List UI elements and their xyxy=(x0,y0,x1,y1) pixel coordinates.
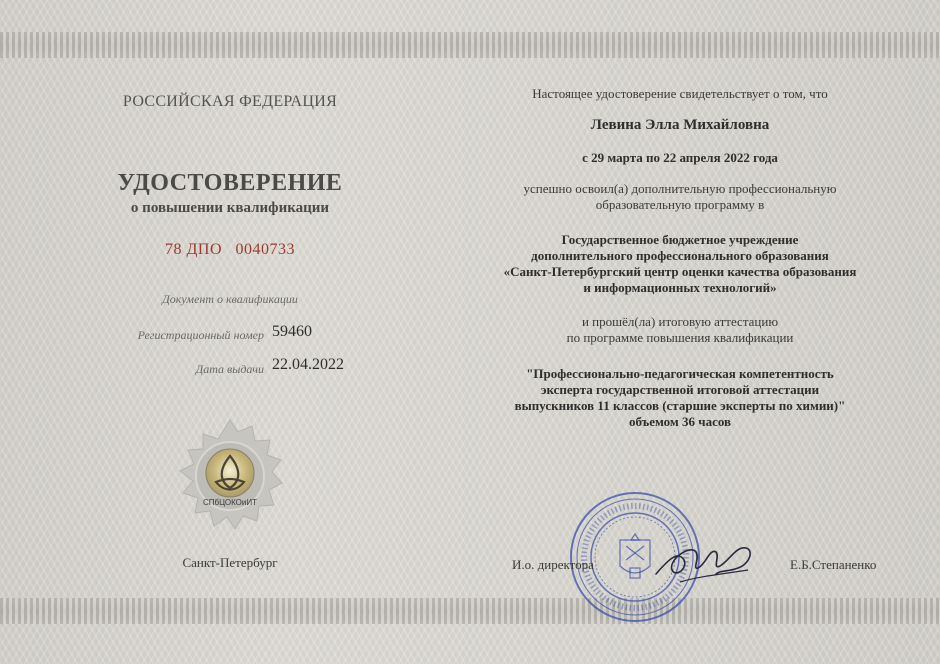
registration-number-value: 59460 xyxy=(272,323,312,340)
program-line: эксперта государственной итоговой аттестации xyxy=(540,382,820,397)
study-period: с 29 марта по 22 апреля 2022 года xyxy=(582,150,778,165)
mastered-text-line: образовательную программу в xyxy=(595,197,765,212)
organization-line: «Санкт-Петербургский центр оценки качества образования xyxy=(503,264,857,279)
program-line: объемом 36 часов xyxy=(628,414,732,429)
svg-text:СПбЦОКОиИТ: СПбЦОКОиИТ xyxy=(203,498,257,507)
decorative-band-top xyxy=(0,32,940,58)
program-line: выпускников 11 классов (старшие эксперты по химии)" xyxy=(514,398,846,413)
serial-number: 78 ДПО 0040733 xyxy=(164,241,296,258)
issue-date-label: Дата выдачи xyxy=(195,362,264,376)
program-line: "Профессионально-педагогическая компетентность xyxy=(526,366,834,381)
country-heading: РОССИЙСКАЯ ФЕДЕРАЦИЯ xyxy=(122,93,338,110)
organization-line: Государственное бюджетное учреждение xyxy=(561,232,799,247)
director-title-label: И.о. директора xyxy=(512,557,594,572)
hologram-emblem-icon xyxy=(170,418,290,538)
city-label: Санкт-Петербург xyxy=(182,555,278,570)
intro-text: Настоящее удостоверение свидетельствует о том, что xyxy=(532,86,828,101)
decorative-band-bottom xyxy=(0,598,940,624)
recipient-name: Левина Элла Михайловна xyxy=(590,117,770,133)
director-name: Е.Б.Степаненко xyxy=(790,557,877,572)
attestation-line: и прошёл(ла) итоговую аттестацию xyxy=(581,314,779,329)
registration-number-label: Регистрационный номер xyxy=(137,328,264,342)
organization-line: дополнительного профессионального образования xyxy=(531,248,829,263)
document-type-label: Документ о квалификации xyxy=(162,292,298,306)
director-signature-icon xyxy=(650,530,760,590)
document-subtitle: о повышении квалификации xyxy=(130,200,330,216)
issue-date-value: 22.04.2022 xyxy=(272,356,344,373)
attestation-line: по программе повышения квалификации xyxy=(566,330,794,345)
organization-line: и информационных технологий» xyxy=(583,280,777,295)
document-title: УДОСТОВЕРЕНИЕ xyxy=(117,170,343,196)
mastered-text-line: успешно освоил(а) дополнительную профессиональную xyxy=(523,181,837,196)
